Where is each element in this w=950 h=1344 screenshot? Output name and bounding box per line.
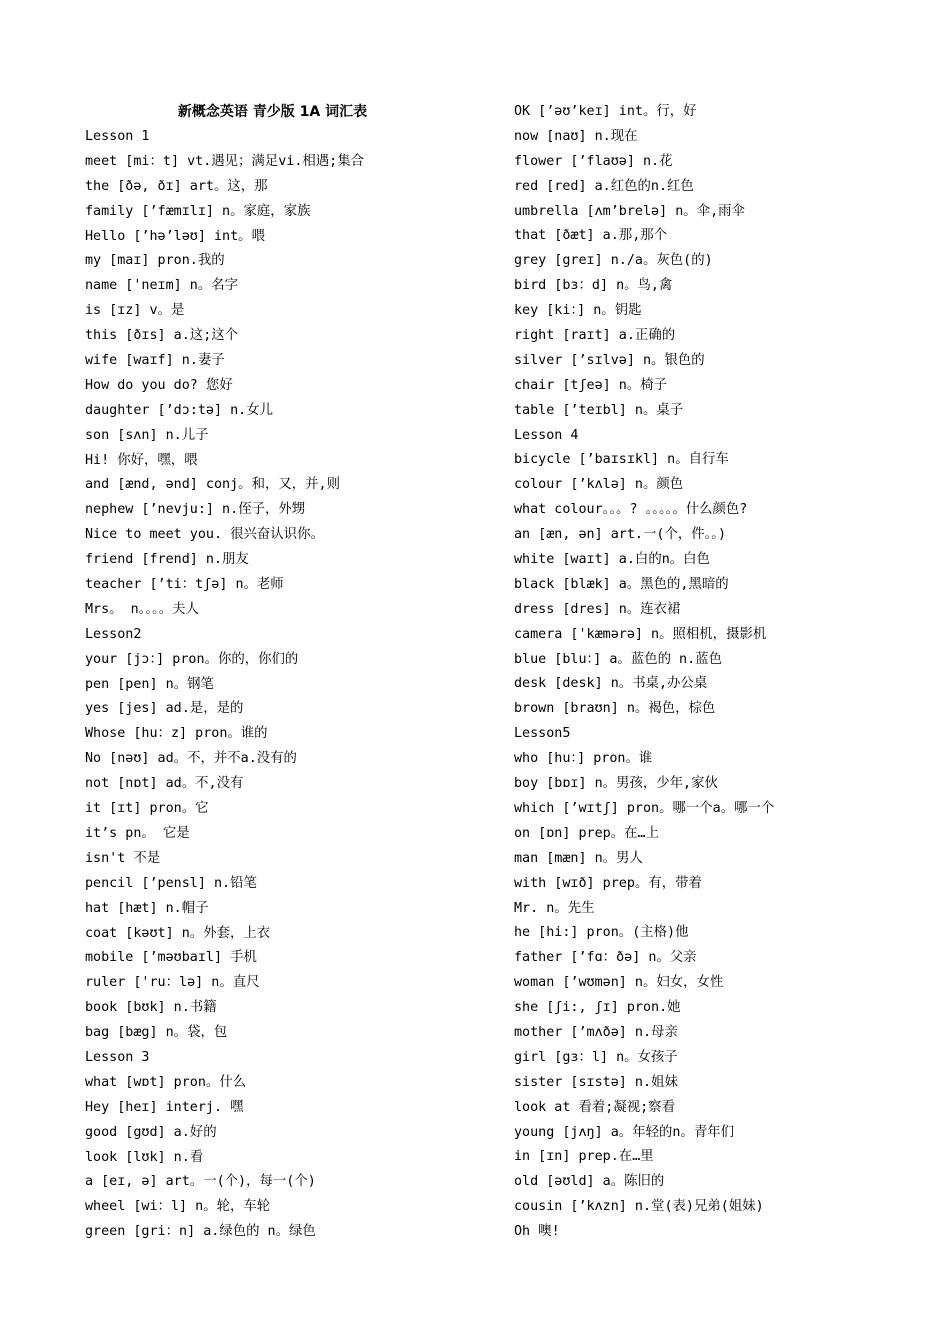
vocab-entry: friend [frend] n.朋友 [85, 552, 249, 568]
vocab-entry: book [bʊk] n.书籍 [85, 1000, 217, 1016]
vocab-entry: the [ðə, ðɪ] art。这，那 [85, 178, 268, 194]
vocab-entry: in [ɪn] prep.在…里 [514, 1149, 654, 1165]
vocab-column-left [85, 125, 505, 1245]
vocab-entry: ruler ['ru：lə] n。直尺 [85, 975, 260, 991]
vocab-entry: key [ki：] n。钥匙 [514, 303, 642, 319]
vocab-entry: he [hi:] pron。(主格)他 [514, 925, 689, 941]
vocab-entry: white [waɪt] a.白的n。白色 [514, 552, 710, 568]
document-title: 新概念英语 青少版 1A 词汇表 [177, 104, 368, 120]
vocab-entry: family [’fæmɪlɪ] n。家庭，家族 [85, 203, 311, 219]
vocab-entry: now [naʊ] n.现在 [514, 128, 638, 144]
vocab-entry: mobile [’məʊbaɪl] 手机 [85, 950, 257, 966]
vocab-entry: flower [’flaʊə] n.花 [514, 153, 673, 169]
vocab-entry: wheel [wi：l] n。轮，车轮 [85, 1199, 271, 1215]
vocab-entry: desk [desk] n。书桌,办公桌 [514, 676, 708, 692]
vocab-entry: pencil [’pensl] n.铅笔 [85, 875, 257, 891]
vocab-entry: coat [kəʊt] n。外套，上衣 [85, 925, 271, 941]
vocab-entry: hat [hæt] n.帽子 [85, 900, 209, 916]
vocab-entry: blue [blu：] a。蓝色的 n.蓝色 [514, 651, 722, 667]
vocab-entry: woman [’wʊmən] n。妇女，女性 [514, 975, 724, 991]
vocab-entry: cousin [’kʌzn] n.堂(表)兄弟(姐妹) [514, 1199, 764, 1215]
vocab-entry: teacher [’ti：tʃə] n。老师 [85, 577, 284, 593]
vocab-entry: Lesson 3 [85, 1049, 150, 1065]
vocab-entry: not [nɒt] ad。不,没有 [85, 776, 244, 792]
vocab-entry: young [jʌŋ] a。年轻的n。青年们 [514, 1124, 734, 1140]
vocab-entry: who [hu：] pron。谁 [514, 751, 653, 767]
vocab-entry: that [ðæt] a.那,那个 [514, 228, 668, 244]
vocab-entry: silver [’sɪlvə] n。银色的 [514, 352, 705, 368]
vocab-entry: colour [’kʌlə] n。颜色 [514, 477, 684, 493]
vocab-column-right [514, 100, 934, 1245]
vocab-entry: Nice to meet you. 很兴奋认识你。 [85, 527, 324, 543]
vocab-entry: old [əʊld] a。陈旧的 [514, 1174, 665, 1190]
vocab-entry: on [ɒn] prep。在…上 [514, 825, 659, 841]
vocab-entry: girl [gɜ：l] n。女孩子 [514, 1049, 678, 1065]
vocab-entry: Hey [heɪ] interj. 嘿 [85, 1099, 244, 1115]
vocab-entry: look at 看着;凝视;察看 [514, 1099, 675, 1115]
vocab-entry: isn't 不是 [85, 850, 161, 866]
vocab-entry: No [nəʊ] ad。不，并不a.没有的 [85, 751, 297, 767]
vocab-entry: which [’wɪtʃ] pron。哪一个a。哪一个 [514, 800, 775, 816]
vocab-entry: pen [pen] n。钢笔 [85, 676, 214, 692]
vocab-entry: Whose [hu：z] pron。谁的 [85, 726, 268, 742]
vocab-entry: Lesson 1 [85, 129, 150, 144]
vocab-entry: a [eɪ, ə] art。一(个)，每一(个) [85, 1174, 316, 1190]
vocab-entry: it’s pn。 它是 [85, 825, 190, 841]
vocab-entry: what [wɒt] pron。什么 [85, 1074, 247, 1090]
vocab-entry: OK [’əʊ’keɪ] int。行，好 [514, 104, 697, 119]
vocab-entry: dress [dres] n。连衣裙 [514, 601, 681, 617]
vocab-entry: grey [greɪ] n./a。灰色(的) [514, 253, 713, 269]
vocab-entry: and [ænd, ənd] conj。和，又，并,则 [85, 477, 340, 493]
vocab-entry: brown [braʊn] n。褐色，棕色 [514, 701, 716, 717]
vocab-entry: it [ɪt] pron。它 [85, 801, 209, 817]
vocab-entry: yes [jes] ad.是，是的 [85, 701, 244, 717]
vocab-entry: boy [bɒɪ] n。男孩，少年,家伙 [514, 776, 718, 792]
vocab-entry: Lesson2 [85, 626, 142, 642]
vocab-entry: mother [’mʌðə] n.母亲 [514, 1024, 678, 1040]
vocab-entry: table [’teɪbl] n。桌子 [514, 402, 684, 418]
vocab-entry: Mrs。 n。。。。夫人 [85, 601, 199, 617]
vocab-entry: black [blæk] a。黑色的,黑暗的 [514, 576, 729, 592]
vocab-entry: Mr. n。先生 [514, 900, 595, 916]
vocab-entry: Lesson 4 [514, 427, 579, 443]
vocab-entry: chair [tʃeə] n。椅子 [514, 377, 668, 393]
vocab-entry: with [wɪð] prep。有，带着 [514, 875, 702, 891]
vocab-entry: name ['neɪm] n。名字 [85, 278, 239, 294]
vocab-entry: good [gʊd] a.好的 [85, 1124, 217, 1140]
vocab-entry: meet [mi：t] vt.遇见；满足vi.相遇;集合 [85, 153, 365, 169]
vocab-entry: right [raɪt] a.正确的 [514, 328, 676, 344]
vocab-entry: bicycle [’baɪsɪkl] n。自行车 [514, 452, 729, 468]
vocab-entry: nephew [’nevju:] n.侄子，外甥 [85, 502, 306, 518]
vocab-entry: daughter [’dɔ:tə] n.女儿 [85, 402, 274, 418]
vocab-entry: bird [bɜ：d] n。鸟,禽 [514, 278, 673, 294]
vocab-entry: Hi! 你好，嘿，喂 [85, 452, 198, 468]
vocab-entry: man [mæn] n。男人 [514, 850, 643, 866]
vocab-entry: red [red] a.红色的n.红色 [514, 178, 694, 194]
vocab-entry: my [maɪ] pron.我的 [85, 253, 225, 269]
vocab-entry: look [lʊk] n.看 [85, 1149, 204, 1165]
vocab-entry: son [sʌn] n.儿子 [85, 427, 209, 443]
vocab-entry: is [ɪz] v。是 [85, 303, 185, 319]
vocab-entry: father [’fɑ：ðə] n。父亲 [514, 950, 697, 966]
vocab-entry: an [æn, ən] art.一(个，件。。) [514, 527, 727, 543]
vocab-entry: sister [sɪstə] n.姐妹 [514, 1074, 678, 1090]
vocab-entry: your [jɔ：] pron。你的，你们的 [85, 651, 299, 667]
vocab-entry: Oh 噢! [514, 1224, 560, 1240]
vocab-entry: wife [waɪf] n.妻子 [85, 353, 225, 369]
vocab-entry: umbrella [ʌm’brelə] n。伞,雨伞 [514, 203, 745, 219]
vocab-entry: this [ðɪs] a.这;这个 [85, 328, 239, 344]
vocab-entry: she [ʃi:, ʃɪ] pron.她 [514, 1000, 681, 1016]
vocab-entry: camera ['kæmərə] n。照相机，摄影机 [514, 626, 767, 642]
vocab-entry: How do you do? 您好 [85, 377, 233, 393]
vocab-entry: green [gri：n] a.绿色的 n。绿色 [85, 1224, 316, 1240]
vocab-entry: what colour。。。? 。。。。。什么颜色? [514, 502, 748, 518]
vocab-entry: bag [bæg] n。袋，包 [85, 1025, 228, 1041]
vocab-entry: Lesson5 [514, 726, 571, 742]
vocab-entry: Hello [’hə’ləʊ] int。喂 [85, 228, 265, 244]
